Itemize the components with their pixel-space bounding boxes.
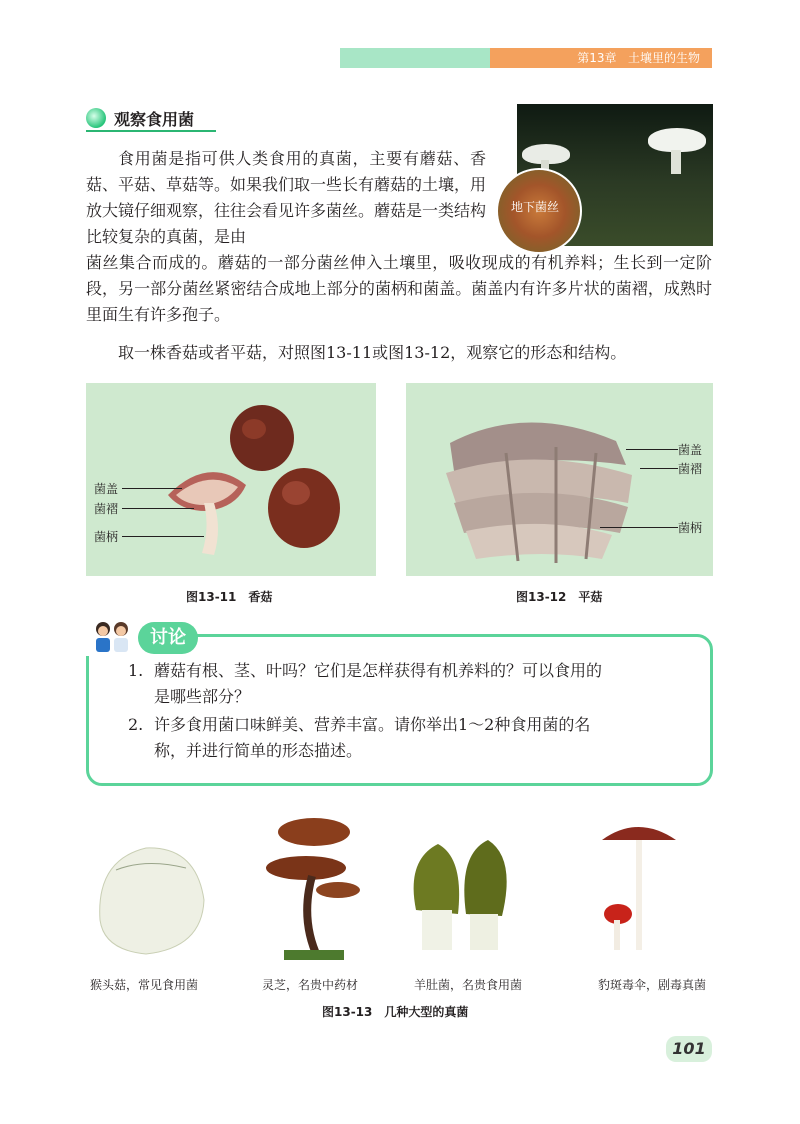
mushroom-cap-icon bbox=[648, 128, 706, 152]
students-icon bbox=[92, 620, 132, 654]
section-heading bbox=[86, 106, 194, 130]
fig12-caption: 图13-12 平菇 bbox=[516, 590, 603, 604]
question-text-cont: 称，并进行简单的形态描述。 bbox=[154, 741, 363, 760]
oyster-figure bbox=[406, 383, 713, 576]
chapter-header bbox=[490, 48, 712, 68]
fig11-label-gills: 菌褶 bbox=[94, 502, 119, 516]
fig12-label-stem: 菌柄 bbox=[678, 521, 703, 535]
section-underline bbox=[86, 130, 216, 132]
fig11-leader-stem bbox=[122, 536, 204, 537]
oyster-illustration bbox=[406, 383, 713, 576]
hyphae-label: 地下菌丝 bbox=[511, 200, 560, 214]
discussion-question bbox=[128, 712, 688, 764]
fig11-leader-cap bbox=[122, 488, 182, 489]
lions-mane-image bbox=[100, 848, 204, 954]
fig11-label-stem: 菌柄 bbox=[94, 530, 119, 544]
question-text: 许多食用菌口味鲜美、营养丰富。请你举出1～2种食用菌的名 bbox=[154, 715, 591, 734]
discussion-question bbox=[128, 658, 688, 710]
paragraph-intro: 食用菌是指可供人类食用的真菌，主要有蘑菇、香菇、平菇、草菇等。如果我们取一些长有蘑菇的土壤，用放大镜仔细观察，往往会看见许多菌丝。蘑菇是一类结构比较复杂的真菌，是由 bbox=[86, 149, 487, 246]
fig13-item-caption: 灵芝，名贵中药材 bbox=[262, 978, 359, 992]
shiitake-figure bbox=[86, 383, 376, 576]
paragraph-instruction: 取一株香菇或者平菇，对照图13-11或图13-12，观察它的形态和结构。 bbox=[118, 343, 627, 362]
morel-image bbox=[414, 840, 507, 950]
discussion-title: 讨论 bbox=[138, 622, 198, 654]
fig12-leader-gills bbox=[640, 468, 678, 469]
chapter-number: 第13章 bbox=[577, 51, 617, 65]
fig11-label-cap: 菌盖 bbox=[94, 482, 119, 496]
shiitake-illustration bbox=[86, 383, 376, 576]
fig13-caption: 图13-13 几种大型的真菌 bbox=[322, 1005, 469, 1019]
page-number: 101 bbox=[666, 1036, 712, 1062]
fig13-item-caption: 羊肚菌，名贵食用菌 bbox=[414, 978, 523, 992]
question-number: 1. bbox=[128, 661, 144, 680]
fig13-item-caption: 猴头菇，常见食用菌 bbox=[90, 978, 199, 992]
header-band-green bbox=[340, 48, 490, 68]
fig13-item-caption: 豹斑毒伞，剧毒真菌 bbox=[598, 978, 707, 992]
fig12-leader-stem bbox=[600, 527, 678, 528]
fig12-label-cap: 菌盖 bbox=[678, 443, 703, 457]
section-title: 观察食用菌 bbox=[114, 109, 195, 129]
bullet-icon bbox=[86, 108, 106, 128]
question-text: 蘑菇有根、茎、叶吗？它们是怎样获得有机养料的？可以食用的 bbox=[154, 661, 603, 680]
fig11-leader-gills bbox=[122, 508, 194, 509]
fig12-label-gills: 菌褶 bbox=[678, 462, 703, 476]
paragraph-intro-cont: 菌丝集合而成的。蘑菇的一部分菌丝伸入土壤里，吸收现成的有机养料；生长到一定阶段，另一部分菌丝紧密结合成地上部分的菌柄和菌盖。菌盖内有许多片状的菌褶，成熟时里面生有许多孢子。 bbox=[86, 253, 712, 324]
question-number: 2. bbox=[128, 715, 144, 734]
mushroom-stem-icon bbox=[671, 150, 681, 174]
large-fungi-illustrations bbox=[86, 810, 713, 970]
lingzhi-image bbox=[266, 818, 360, 960]
fig11-caption: 图13-11 香菇 bbox=[186, 590, 273, 604]
amanita-image bbox=[602, 827, 676, 950]
question-text-cont: 是哪些部分？ bbox=[154, 687, 251, 706]
fig12-leader-cap bbox=[626, 449, 678, 450]
chapter-title: 土壤里的生物 bbox=[627, 51, 700, 65]
